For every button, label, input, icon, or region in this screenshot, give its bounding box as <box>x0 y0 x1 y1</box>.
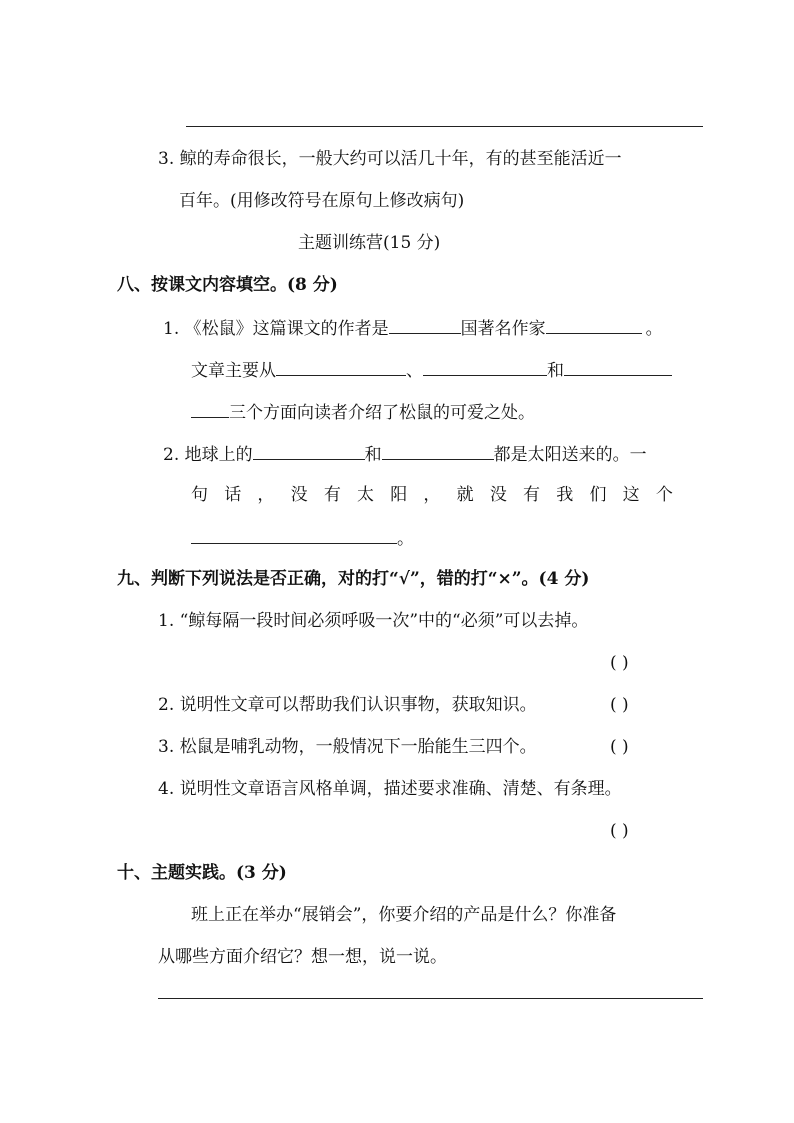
planet-blank[interactable] <box>191 526 397 544</box>
item2-text-a: 2. 地球上的 <box>163 445 253 465</box>
char: 太 <box>357 485 375 505</box>
section9-item2-text: 2. 说明性文章可以帮助我们认识事物，获取知识。 <box>158 695 537 715</box>
char: 句 <box>191 485 208 505</box>
char: ， <box>423 485 441 505</box>
section9-heading: 九、判断下列说法是否正确，对的打“√”，错的打“×”。(4 分) <box>117 569 590 589</box>
sun-gift2-blank[interactable] <box>382 442 494 460</box>
section8-item1-line1 <box>163 316 663 340</box>
answer-line-bottom[interactable] <box>158 998 703 999</box>
item1-sep1: 、 <box>406 361 423 381</box>
char: 个 <box>655 485 673 505</box>
char: 有 <box>523 485 541 505</box>
q3-line2: 百年。(用修改符号在原句上修改病句) <box>179 191 465 211</box>
char: 没 <box>489 485 507 505</box>
section9-item1-paren[interactable]: ( ) <box>610 653 629 673</box>
char: 我 <box>556 485 574 505</box>
char: 没 <box>290 485 308 505</box>
country-writer-blank[interactable] <box>546 316 642 334</box>
section9-item2-paren[interactable]: ( ) <box>610 695 629 715</box>
char: 们 <box>589 485 607 505</box>
section8-item2-line2 <box>191 484 673 506</box>
item2-text-c: 都是太阳送来的。一 <box>493 445 647 465</box>
item2-text-b: 和 <box>364 445 382 465</box>
section8-item2-line3 <box>191 526 414 550</box>
answer-line-top <box>186 126 703 127</box>
section10-line2: 从哪些方面介绍它？想一想，说一说。 <box>158 947 447 967</box>
char: 就 <box>456 485 474 505</box>
section9-item3-paren[interactable]: ( ) <box>610 737 629 757</box>
theme-title: 主题训练营(15 分) <box>298 233 441 253</box>
item1-text-c: 。 <box>645 319 663 339</box>
item1-line3-suffix: 三个方面向读者介绍了松鼠的可爱之处。 <box>229 403 535 423</box>
section8-heading: 八、按课文内容填空。(8 分) <box>117 275 338 295</box>
char: 话 <box>224 485 242 505</box>
item1-line2-prefix: 文章主要从 <box>191 361 276 381</box>
section8-item1-line3 <box>191 400 535 424</box>
aspect2-blank[interactable] <box>423 358 547 376</box>
section8-item1-line2 <box>191 358 672 382</box>
char: 有 <box>323 485 341 505</box>
section10-heading: 十、主题实践。(3 分) <box>117 863 287 883</box>
section9-item4-paren[interactable]: ( ) <box>610 821 629 841</box>
aspect3-blank-cont[interactable] <box>191 400 229 418</box>
sun-gift1-blank[interactable] <box>253 442 365 460</box>
section9-item1-text: 1. “鲸每隔一段时间必须呼吸一次”中的“必须”可以去掉。 <box>158 611 589 631</box>
item2-end: 。 <box>397 529 414 549</box>
section10-line1: 班上正在举办“展销会”，你要介绍的产品是什么？你准备 <box>191 905 617 925</box>
aspect1-blank[interactable] <box>276 358 406 376</box>
item1-sep2: 和 <box>547 361 564 381</box>
section9-item4-text: 4. 说明性文章语言风格单调，描述要求准确、清楚、有条理。 <box>158 779 622 799</box>
section8-item2-line1 <box>163 442 647 466</box>
item1-text-b: 国著名作家 <box>460 319 546 339</box>
char: ， <box>257 485 275 505</box>
char: 阳 <box>390 485 408 505</box>
aspect3-blank[interactable] <box>564 358 672 376</box>
section9-item3-text: 3. 松鼠是哺乳动物，一般情况下一胎能生三四个。 <box>158 737 537 757</box>
char: 这 <box>622 485 640 505</box>
q3-line1: 3. 鲸的寿命很长，一般大约可以活几十年，有的甚至能活近一 <box>158 149 622 169</box>
author-blank[interactable] <box>389 316 461 334</box>
item1-text-a: 1. 《松鼠》这篇课文的作者是 <box>163 319 389 339</box>
